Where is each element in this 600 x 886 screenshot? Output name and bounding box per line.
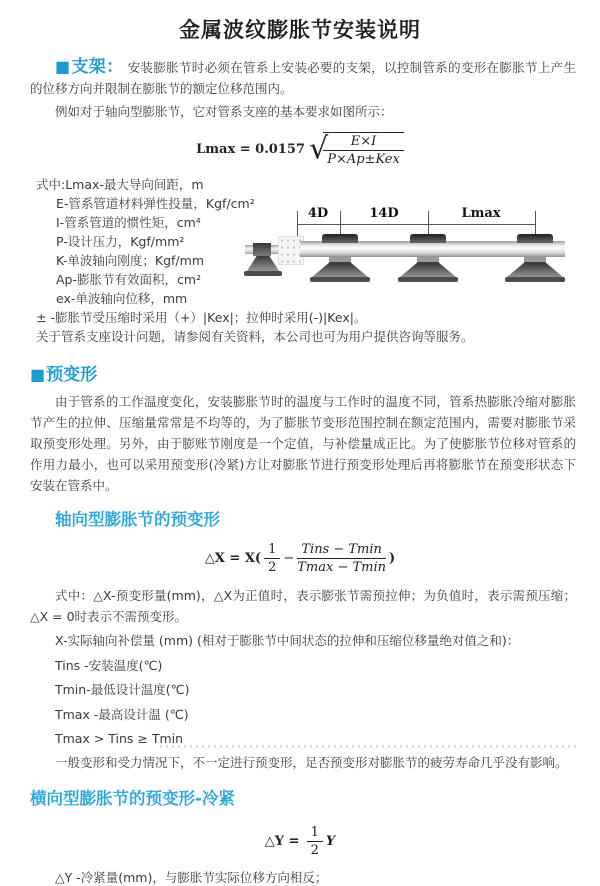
guide-pedestal xyxy=(312,262,368,277)
guide-cap xyxy=(322,234,358,243)
temp-denominator: Tmax − Tmin xyxy=(297,560,387,575)
anchor-clamp xyxy=(253,243,271,256)
axial-formula-temp-fraction xyxy=(297,542,386,575)
dimension-tick xyxy=(297,211,298,237)
note-line: Tins -安装温度(℃) xyxy=(55,657,163,673)
note-line: Tmin-最低设计温度(℃) xyxy=(55,682,190,697)
guide-base xyxy=(505,277,565,282)
axial-closing-line: 一般变形和受力情况下，不一定进行预变形，足否预变形对膨胀节的疲劳寿命几乎没有影响。 xyxy=(55,754,568,770)
support-intro-paragraph xyxy=(30,56,576,99)
guide-cap xyxy=(410,234,446,243)
dimension-label-14d: 14D xyxy=(366,207,401,221)
definitions-and-diagram xyxy=(0,175,600,346)
radical-sign: √ xyxy=(309,131,329,167)
axial-formula xyxy=(0,542,600,575)
lmax-formula-fraction xyxy=(323,132,404,167)
transverse-formula xyxy=(0,825,600,858)
axial-where-paragraph: 式中：△X-预变形量(mm)，△X为正值时，表示膨张节需预拉伸；为负值时，表示需预压缩；△X = 0时表示不需预变形。 xyxy=(30,588,576,624)
guide-pedestal xyxy=(400,262,456,277)
support-intro-text: 安装膨胀节时必须在管系上安装必要的支架，以控制管系的变形在膨胀节上产生的位移方向并限制在膨胀节的额定位移范围内。 xyxy=(30,60,576,96)
lmax-formula-numerator: E×I xyxy=(323,134,404,151)
axial-notes-list xyxy=(55,629,576,752)
guide-cap xyxy=(517,234,553,243)
pipe-support-diagram xyxy=(245,207,580,291)
transverse-note-line: △Y -冷紧量(mm)，与膨胀节实际位移方向相反； xyxy=(55,869,328,885)
transverse-formula-lhs: △Y = xyxy=(264,833,300,849)
note-line: Tmax > Tins ≥ Tmin xyxy=(55,731,184,746)
service-note: 关于管系支座设计问题，请参阅有关资料，本公司也可为用户提供咨询等服务。 xyxy=(36,329,474,344)
support-section-heading xyxy=(55,57,123,77)
note-line: X-实际轴向补偿量 (mm) (相对于膨胀节中间状态的拉伸和压缩位移量绝对值之和)： xyxy=(55,633,520,648)
note-line: Tmax -最高设计温 (℃) xyxy=(55,706,189,722)
anchor-pedestal xyxy=(247,256,279,271)
formula-where-line: 式中:Lmax-最大导向间距，m xyxy=(36,177,204,192)
support-example-line: 例如对于轴向型膨胀节，它对管系支座的基本要求如图所示： xyxy=(55,104,393,119)
guide-pedestal xyxy=(507,262,563,277)
guide-base xyxy=(310,277,370,282)
lmax-formula-lhs: Lmax = 0.0157 xyxy=(196,142,305,157)
definition-line: P-设计压力，Kgf/mm² xyxy=(56,234,185,249)
lmax-formula xyxy=(0,132,600,167)
support-heading-label: 支架： xyxy=(71,57,124,77)
transverse-half-fraction xyxy=(307,825,323,858)
predeform-heading-label: 预变形 xyxy=(46,365,98,385)
predeform-paragraph: 由于管系的工作温度变化，安装膨胀节时的温度与工作时的温度不同，管系热膨胀冷缩对膨胀节产生的拉伸、压缩量常常是不均等的，为了膨胀节变形范围控制在额定范围内，需要对膨胀节采取预变形处理。另外，由于膨账节刚度是一个定值，与补偿量成正比。为了使膨胀节位移对管系的作用力最小，也可以采用预变形(冷紧)方让对膨胀节进行预变形处理后再将膨胀节在预变形状态下安装在管系中。 xyxy=(30,394,576,493)
half-denominator: 2 xyxy=(310,842,319,858)
definition-line: E-管系管道材料弹性投量，Kgf/cm² xyxy=(56,196,255,211)
transverse-formula-rhs: Y xyxy=(325,833,336,849)
guide-base xyxy=(398,277,458,282)
anchor-base xyxy=(244,271,282,276)
page-title: 金属波纹膨胀节安装说明 xyxy=(179,18,421,42)
plus-minus-note: ± -膨胀节受压缩时采用（+）|Kex|；拉伸时采用(-)|Kex|。 xyxy=(36,310,367,325)
predeform-section-heading xyxy=(30,360,600,385)
axial-formula-lhs: △X = X( xyxy=(204,551,262,566)
dimension-line xyxy=(297,224,535,225)
half-denominator: 2 xyxy=(268,560,277,575)
guide-support xyxy=(310,234,370,284)
definition-line: ex-单波轴向位移，mm xyxy=(56,291,188,306)
transverse-subheading: 横向型膨胀节的预变形-冷紧 xyxy=(30,788,235,808)
guide-support xyxy=(505,234,565,284)
definition-line: Ap-膨胀节有效面积，cm² xyxy=(56,272,202,287)
temp-numerator: Tins − Tmin xyxy=(297,542,386,559)
dimension-label-lmax: Lmax xyxy=(458,207,503,221)
blue-square-icon: ■ xyxy=(30,365,46,384)
lmax-formula-denominator: P×Ap±Kex xyxy=(327,152,400,167)
axial-subheading: 轴向型膨胀节的预变形 xyxy=(55,510,220,529)
guide-support xyxy=(398,234,458,284)
axial-formula-half-fraction xyxy=(264,542,280,575)
half-numerator: 1 xyxy=(307,825,323,842)
definition-line: K-单波轴向刚度；Kgf/mm xyxy=(56,253,204,268)
cropped-text-remnant xyxy=(160,745,580,748)
blue-square-icon: ■ xyxy=(55,57,71,76)
half-numerator: 1 xyxy=(264,542,280,559)
closing-paren: ) xyxy=(389,551,396,566)
dimension-label-4d: 4D xyxy=(305,207,331,221)
definition-line: I-管系管道的惯性矩，cm⁴ xyxy=(56,215,201,230)
minus-sign: − xyxy=(283,551,295,566)
